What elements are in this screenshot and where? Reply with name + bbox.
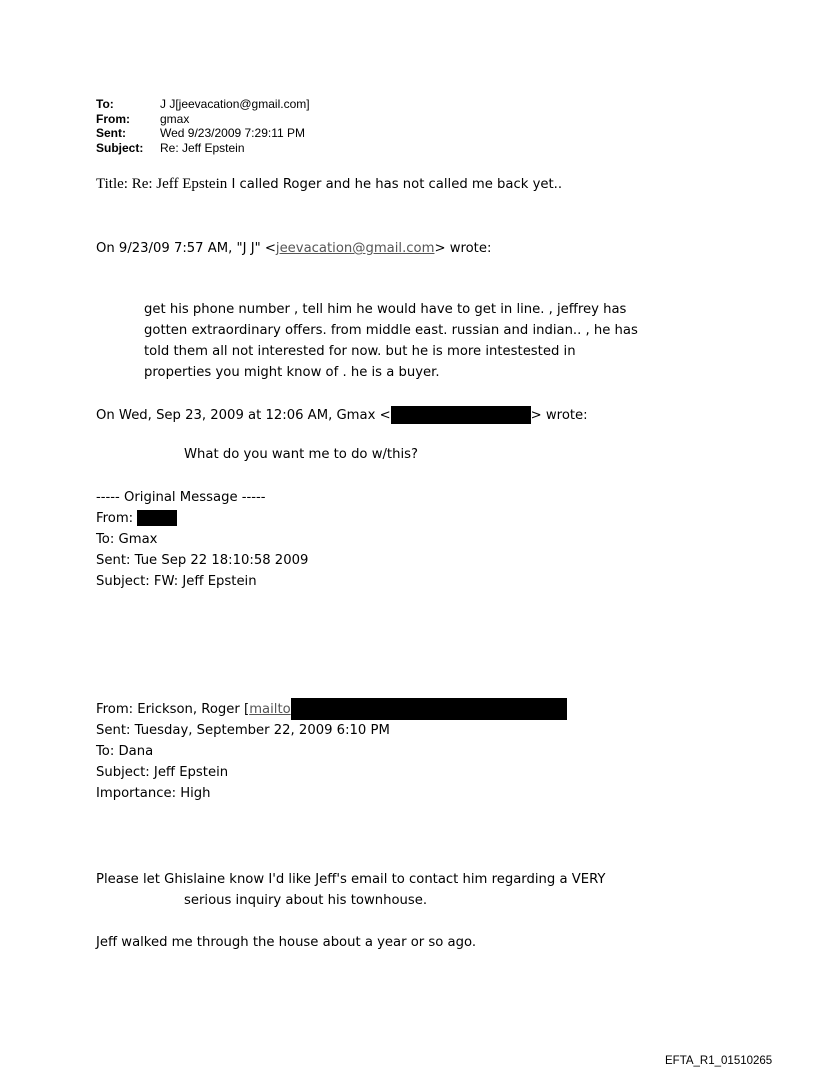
redaction-bar <box>391 406 531 424</box>
quote1-attribution <box>96 238 491 259</box>
from-label: From: <box>96 111 130 126</box>
header-sent-row <box>96 126 310 141</box>
forwarded-from <box>96 698 567 720</box>
quote1-body <box>144 299 684 383</box>
document-id: EFTA_R1_01510265 <box>665 1055 773 1067</box>
forwarded-to: To: Dana <box>96 744 154 759</box>
subject-label: Subject: <box>96 140 144 155</box>
quote2-before: On Wed, Sep 23, 2009 at 12:06 AM, Gmax < <box>96 408 391 423</box>
title-line <box>96 174 562 195</box>
subject-value: Re: Jeff Epstein <box>160 140 245 155</box>
forwarded-importance: Importance: High <box>96 786 211 801</box>
redaction-bar <box>291 698 567 720</box>
email-header <box>96 97 310 155</box>
forwarded-from-label: From: Erickson, Roger [ <box>96 702 250 717</box>
to-label: To: <box>96 97 114 111</box>
to-value: J J[jeevacation@gmail.com] <box>160 97 310 111</box>
quote1-after: > wrote: <box>434 241 492 256</box>
quote2-body: What do you want me to do w/this? <box>184 447 418 462</box>
original-message-heading: ----- Original Message ----- <box>96 490 266 505</box>
redaction-bar <box>137 510 177 526</box>
message-line-3: Jeff walked me through the house about a year or so ago. <box>96 935 477 950</box>
sent-label: Sent: <box>96 126 126 140</box>
title-prefix: Title: Re: Jeff Epstein <box>96 176 228 192</box>
quote1-before: On 9/23/09 7:57 AM, "J J" < <box>96 241 276 256</box>
message-line-1: Please let Ghislaine know I'd like Jeff's email to contact him regarding a VERY <box>96 872 606 887</box>
quote2-after: > wrote: <box>530 408 588 423</box>
quote1-line: get his phone number , tell him he would have to get in line. , jeffrey has <box>144 302 627 317</box>
mailto-link[interactable]: mailto <box>249 702 291 717</box>
sent-value: Wed 9/23/2009 7:29:11 PM <box>160 126 305 140</box>
original-from-label: From: <box>96 511 138 526</box>
original-from <box>96 508 177 529</box>
header-from-row <box>96 112 310 127</box>
original-to: To: Gmax <box>96 532 158 547</box>
from-value: gmax <box>160 111 190 126</box>
message-line-2: serious inquiry about his townhouse. <box>184 893 428 908</box>
forwarded-sent: Sent: Tuesday, September 22, 2009 6:10 PM <box>96 723 390 738</box>
header-to-row <box>96 97 310 112</box>
quote1-line: gotten extraordinary offers. from middle east. russian and indian.. , he has <box>144 323 638 338</box>
header-subject-row <box>96 141 310 156</box>
original-sent: Sent: Tue Sep 22 18:10:58 2009 <box>96 553 309 568</box>
quote2-attribution <box>96 405 588 426</box>
quote1-line: properties you might know of . he is a buyer. <box>144 365 440 380</box>
title-text: I called Roger and he has not called me back yet.. <box>227 177 563 192</box>
quote1-email-link[interactable]: jeevacation@gmail.com <box>275 241 435 256</box>
original-subject: Subject: FW: Jeff Epstein <box>96 574 257 589</box>
forwarded-subject: Subject: Jeff Epstein <box>96 765 229 780</box>
quote1-line: told them all not interested for now. but he is more intestested in <box>144 344 576 359</box>
